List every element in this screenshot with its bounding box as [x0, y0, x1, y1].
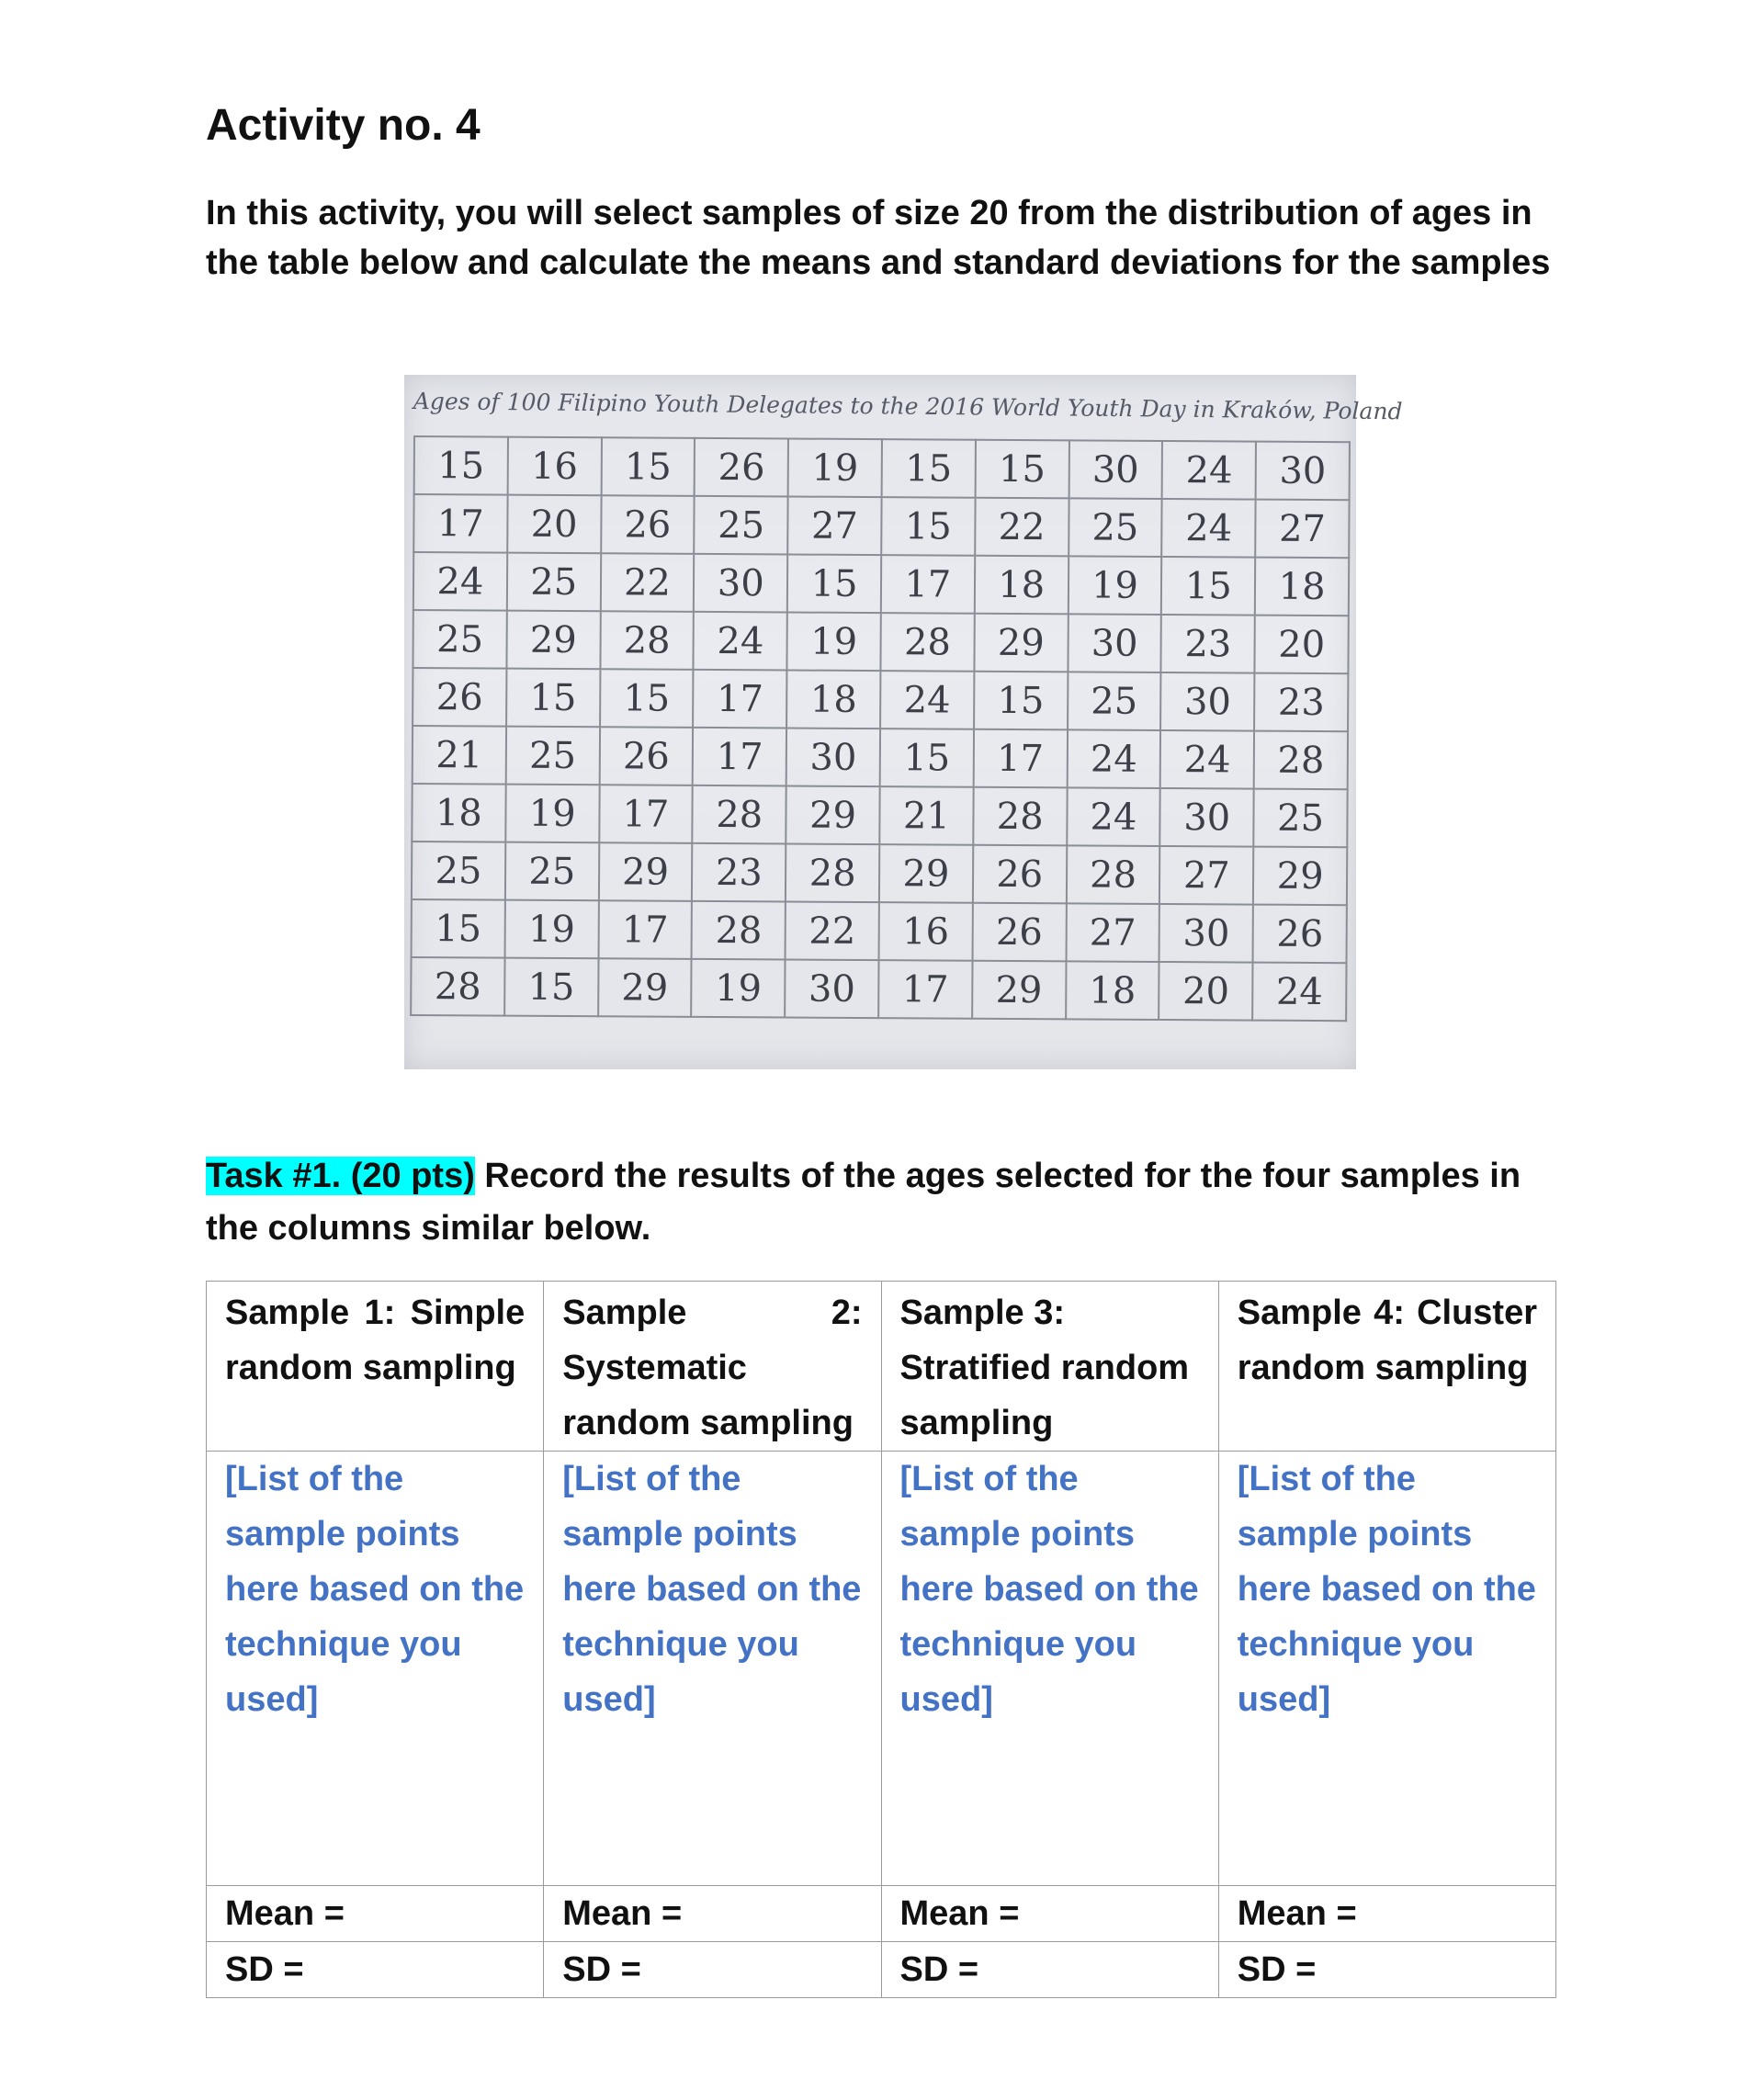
age-cell: 15	[600, 669, 694, 728]
ages-row	[412, 842, 1347, 905]
age-cell: 26	[601, 495, 695, 554]
age-cell: 20	[507, 495, 601, 554]
age-cell: 30	[785, 959, 878, 1018]
ages-row	[412, 899, 1347, 963]
sample-3-points[interactable]: [List of the sample points here based on the technique you used]	[881, 1452, 1218, 1886]
samples-table	[206, 1281, 1556, 1998]
age-cell: 27	[1255, 500, 1349, 559]
age-cell: 15	[974, 672, 1068, 730]
sample-1-mean[interactable]: Mean =	[207, 1886, 544, 1942]
samples-points-row	[207, 1452, 1556, 1886]
ages-table	[410, 435, 1351, 1022]
age-cell: 28	[973, 787, 1067, 846]
age-cell: 30	[694, 554, 787, 613]
age-cell: 24	[1162, 499, 1256, 558]
age-cell: 22	[975, 498, 1069, 557]
age-cell: 26	[972, 903, 1066, 962]
age-cell: 29	[506, 611, 600, 670]
age-cell: 26	[413, 668, 506, 727]
age-cell: 21	[413, 726, 506, 785]
age-cell: 18	[975, 556, 1069, 615]
age-cell: 29	[879, 844, 973, 903]
age-cell: 24	[880, 671, 974, 729]
age-cell: 19	[787, 612, 881, 671]
age-cell: 29	[974, 614, 1068, 672]
age-cell: 17	[693, 728, 786, 786]
age-cell: 17	[598, 900, 692, 959]
sample-4-sd[interactable]: SD =	[1218, 1942, 1555, 1998]
age-cell: 30	[1069, 440, 1162, 499]
samples-header-row	[207, 1282, 1556, 1452]
age-cell: 30	[1256, 442, 1350, 501]
age-cell: 19	[505, 785, 599, 843]
age-cell: 15	[412, 899, 505, 958]
age-cell: 15	[601, 437, 695, 496]
sample-1-sd[interactable]: SD =	[207, 1942, 544, 1998]
age-cell: 28	[692, 901, 786, 960]
sample-3-header: Sample 3: Stratified random sampling	[881, 1282, 1218, 1452]
age-cell: 29	[599, 842, 693, 901]
intro-paragraph: In this activity, you will select samples of size 20 from the distribution of ages in the table below and calculate the means and standard deviations for the samples	[206, 194, 1551, 282]
age-cell: 19	[788, 438, 882, 497]
age-cell: 17	[881, 555, 975, 614]
age-cell: 15	[880, 729, 974, 787]
sample-1-header: Sample 1: Simple random sampling	[207, 1282, 544, 1452]
age-cell: 15	[882, 439, 976, 498]
age-cell: 26	[599, 727, 693, 785]
ages-row	[413, 668, 1348, 731]
age-cell: 29	[1253, 847, 1347, 906]
age-cell: 27	[787, 496, 881, 555]
ages-table-photo	[404, 375, 1403, 1069]
age-cell: 25	[413, 610, 506, 669]
age-cell: 15	[414, 436, 508, 495]
age-cell: 25	[505, 727, 599, 785]
sample-2-points[interactable]: [List of the sample points here based on the technique you used]	[544, 1452, 881, 1886]
age-cell: 28	[411, 957, 504, 1016]
sample-1-points[interactable]: [List of the sample points here based on the technique you used]	[207, 1452, 544, 1886]
samples-mean-row	[207, 1886, 1556, 1942]
age-cell: 19	[692, 959, 786, 1018]
age-cell: 16	[879, 902, 973, 961]
sample-3-sd[interactable]: SD =	[881, 1942, 1218, 1998]
samples-sd-row	[207, 1942, 1556, 1998]
age-cell: 29	[972, 961, 1066, 1020]
sample-2-sd[interactable]: SD =	[544, 1942, 881, 1998]
ages-row	[413, 726, 1348, 789]
age-cell: 24	[1162, 441, 1256, 500]
age-cell: 27	[1159, 846, 1253, 905]
age-cell: 21	[879, 786, 973, 845]
age-cell: 29	[598, 958, 692, 1017]
age-cell: 24	[1067, 729, 1160, 788]
age-cell: 23	[1254, 673, 1348, 732]
age-cell: 30	[1068, 614, 1161, 672]
age-cell: 20	[1255, 616, 1349, 674]
age-cell: 15	[506, 669, 600, 728]
age-cell: 18	[1255, 558, 1349, 616]
age-cell: 17	[413, 494, 507, 553]
age-cell: 25	[505, 842, 599, 901]
age-cell: 26	[973, 845, 1067, 904]
age-cell: 30	[1159, 904, 1253, 963]
age-cell: 28	[786, 843, 879, 902]
age-cell: 22	[600, 553, 694, 612]
ages-row	[413, 494, 1349, 558]
age-cell: 25	[1068, 672, 1161, 730]
sample-3-mean[interactable]: Mean =	[881, 1886, 1218, 1942]
page-title: Activity no. 4	[206, 101, 481, 150]
age-cell: 28	[693, 785, 786, 844]
age-cell: 30	[1160, 672, 1254, 731]
age-cell: 24	[1160, 730, 1254, 789]
age-cell: 28	[1066, 845, 1159, 904]
age-cell: 28	[600, 611, 694, 670]
age-cell: 25	[1069, 498, 1162, 557]
age-cell: 23	[1161, 615, 1255, 673]
age-cell: 17	[973, 729, 1067, 788]
age-cell: 22	[786, 901, 879, 960]
age-cell: 15	[1161, 557, 1255, 616]
ages-row	[414, 436, 1350, 500]
age-cell: 18	[412, 784, 505, 842]
age-cell: 30	[786, 728, 880, 786]
age-cell: 17	[878, 960, 972, 1019]
age-cell: 16	[507, 437, 601, 496]
task-text: Record the results of the ages selected for the four samples in the columns similar below.	[206, 1157, 1521, 1248]
age-cell: 24	[1067, 787, 1160, 846]
age-cell: 25	[695, 496, 788, 555]
age-cell: 27	[1066, 903, 1159, 962]
age-cell: 20	[1159, 962, 1253, 1021]
age-cell: 30	[1160, 788, 1254, 847]
age-cell: 23	[692, 843, 786, 902]
task-label: Task #1. (20 pts)	[206, 1157, 475, 1195]
age-cell: 24	[1252, 963, 1346, 1022]
age-cell: 17	[599, 785, 693, 843]
age-cell: 19	[1068, 556, 1161, 615]
age-cell: 24	[694, 612, 787, 671]
age-cell: 18	[786, 670, 880, 729]
age-cell: 19	[504, 900, 598, 959]
age-cell: 15	[787, 554, 881, 613]
ages-row	[413, 552, 1349, 616]
age-cell: 25	[507, 553, 601, 612]
age-cell: 24	[413, 552, 507, 611]
age-cell: 15	[975, 440, 1069, 499]
age-cell: 15	[881, 497, 975, 556]
sample-4-mean[interactable]: Mean =	[1218, 1886, 1555, 1942]
sample-4-points[interactable]: [List of the sample points here based on the technique you used]	[1218, 1452, 1555, 1886]
age-cell: 26	[1253, 905, 1347, 964]
age-cell: 17	[693, 670, 786, 729]
sample-2-header: Sample 2: Systematic random sampling	[544, 1282, 881, 1452]
age-cell: 18	[1066, 961, 1159, 1020]
ages-row	[412, 784, 1347, 847]
ages-row	[411, 957, 1346, 1021]
age-cell: 15	[504, 958, 598, 1017]
sample-4-header: Sample 4: Cluster random sampling	[1218, 1282, 1555, 1452]
age-cell: 26	[695, 438, 788, 497]
age-cell: 25	[1253, 789, 1347, 848]
ages-table-caption: Ages of 100 Filipino Youth Delegates to the 2016 World Youth Day in Kraków, Poland	[413, 388, 1403, 425]
age-cell: 29	[786, 785, 879, 844]
ages-row	[413, 610, 1348, 673]
sample-2-mean[interactable]: Mean =	[544, 1886, 881, 1942]
task-instruction	[206, 1150, 1566, 1255]
age-cell: 28	[1254, 731, 1348, 790]
age-cell: 25	[412, 842, 505, 900]
age-cell: 28	[880, 613, 974, 672]
